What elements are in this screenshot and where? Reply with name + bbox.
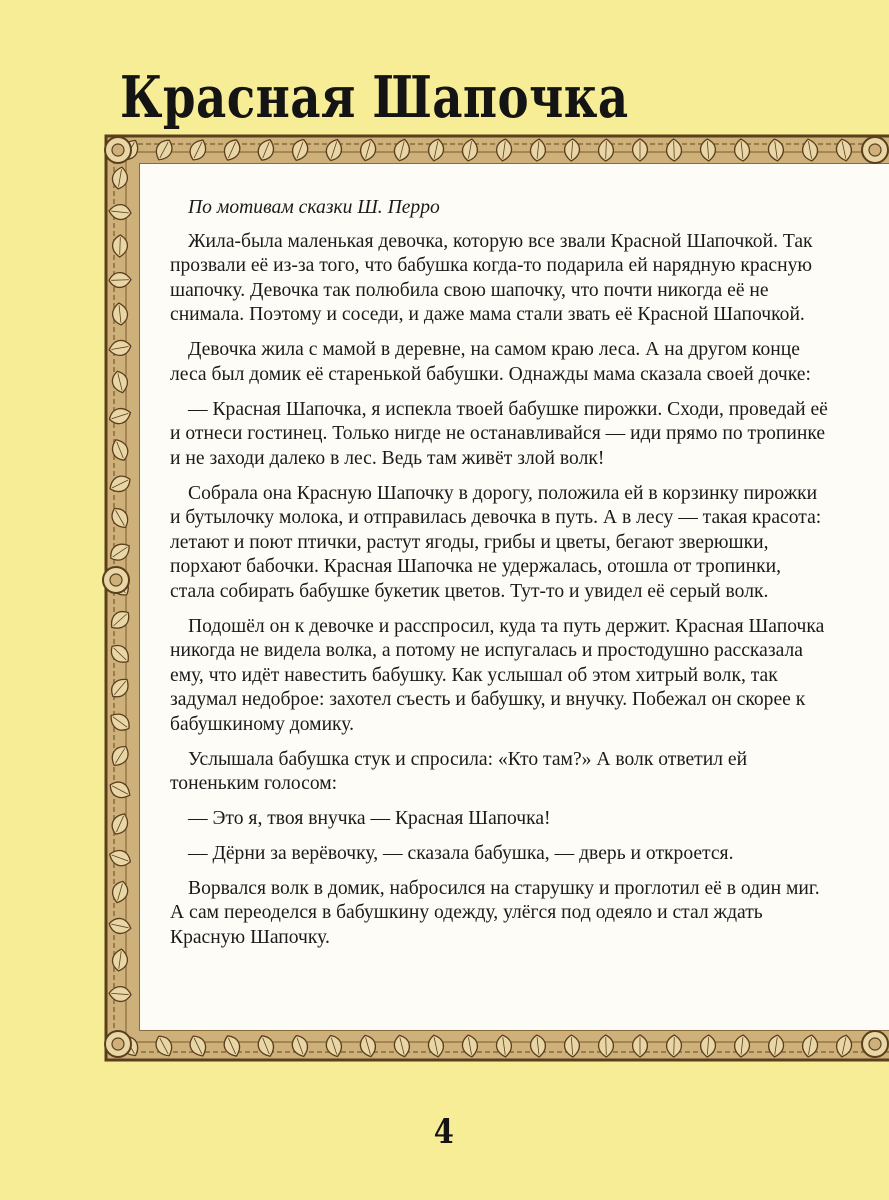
subtitle: По мотивам сказки Ш. Перро [188,197,440,218]
paragraph: Ворвался волк в домик, набросился на старушку и проглотил её в один миг. А сам переоделся в бабушкину одежду, улёгся под одеяло и стал ждать Красную Шапочку. [170,877,820,948]
paragraph: Услышала бабушка стук и спросила: «Кто там?» А волк ответил ей тоненьким голосом: [170,748,748,795]
corner-ornament-icon-center [869,1038,881,1050]
corner-ornament-icon-center [869,144,881,156]
page-number: 4 [433,1112,454,1152]
corner-ornament-icon-center [112,144,124,156]
paragraph: — Красная Шапочка, я испекла твоей бабушке пирожки. Сходи, проведай её и отнеси гостинец. Только нигде не останавливайся — иди прямо по тропинке и не заходи далеко в лес. Ведь там живёт злой волк! [170,398,828,469]
paragraph: Подошёл он к девочке и расспросил, куда та путь держит. Красная Шапочка никогда не видела волка, а потому не испугалась и простодушно рассказала ему, что идёт навестить бабушку. Как услышал об этом хитрый волк, так задумал недоброе: захотел съесть и бабушку, и внучку. Побежал он скорее к бабушкиному домику. [170,615,825,736]
paragraph: — Дёрни за верёвочку, — сказала бабушка, — дверь и откроется. [188,842,734,864]
story-text [170,196,828,961]
corner-ornament-icon-center [112,1038,124,1050]
paragraph: Жила-была маленькая девочка, которую все звали Красной Шапочкой. Так прозвали её из-за того, что бабушка когда-то подарила ей нарядную красную шапочку. Девочка так полюбила свою шапочку, что почти никогда её не снимала. Поэтому и соседи, и даже мама стали звать её Красной Шапочкой. [170,230,813,326]
page-title: Красная Шапочка [120,64,629,131]
side-ornament-icon-center [110,574,122,586]
paragraph: Собрала она Красную Шапочку в дорогу, положила ей в корзинку пирожки и бутылочку молока, и отправилась девочка в путь. А в лесу — такая красота: летают и поют птички, растут ягоды, грибы и цветы, бегают зверюшки, порхают бабочки. Красная Шапочка не удержалась, отошла от тропинки, стала собирать бабушке букетик цветов. Тут-то и увидел её серый волк. [170,482,822,602]
paragraph: — Это я, твоя внучка — Красная Шапочка! [188,808,551,830]
paragraph: Девочка жила с мамой в деревне, на самом краю леса. А на другом конце леса был домик её старенькой бабушки. Однажды мама сказала своей дочке: [170,339,811,385]
